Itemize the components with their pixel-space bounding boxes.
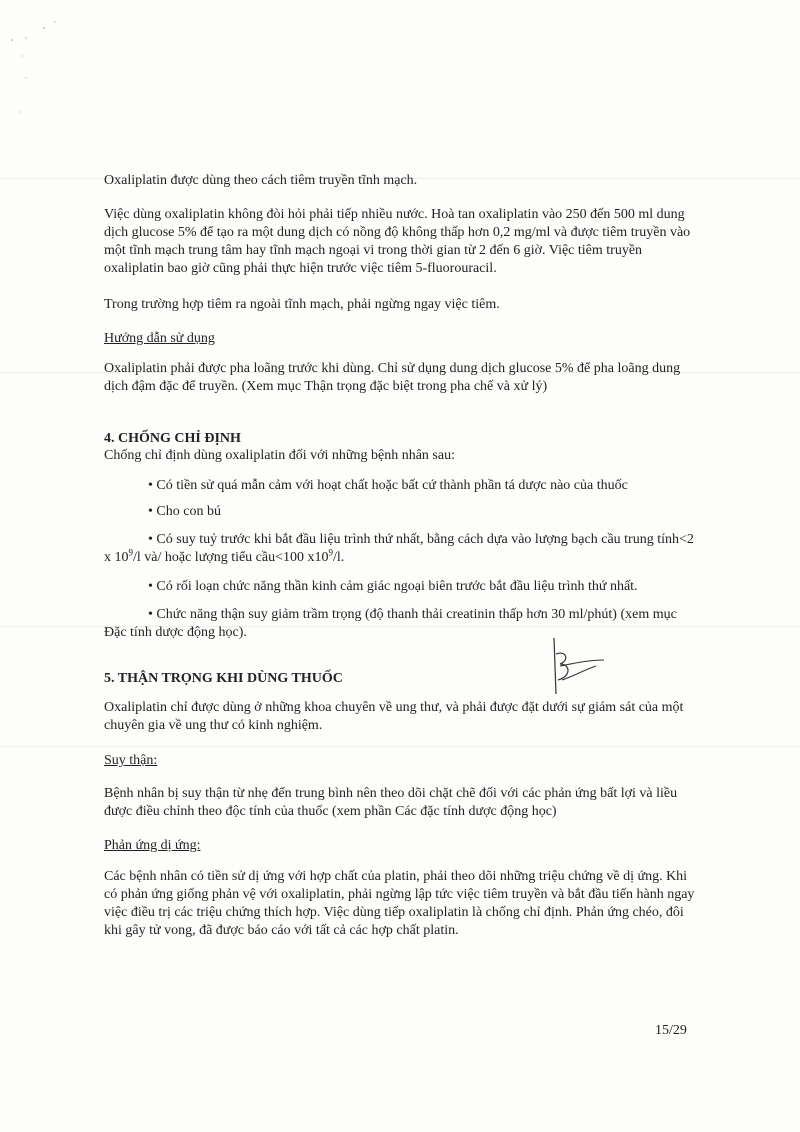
scan-specks xyxy=(0,0,80,130)
contraindication-item: • Chức năng thận suy giảm trầm trọng (độ thanh thải creatinin thấp hơn 30 ml/phút) (xem mục Đặc tính dược động học). xyxy=(104,607,677,640)
allergic-reactions-subheading: Phản ứng dị ứng: xyxy=(104,838,201,853)
instructions-paragraph: Oxaliplatin phải được pha loãng trước khi dùng. Chỉ sử dụng dung dịch glucose 5% để pha loãng dung dịch đậm đặc để truyền. (Xem mục Thận trọng đặc biệt trong pha chế và xử lý) xyxy=(104,361,681,394)
contraindications-intro: Chống chỉ định dùng oxaliplatin đối với những bệnh nhân sau: xyxy=(104,448,455,463)
instructions-subheading: Hướng dẫn sử dụng xyxy=(104,331,215,346)
contraindications-heading: 4. CHỐNG CHỈ ĐỊNH xyxy=(104,431,241,446)
bullet-text: • Có suy tuỷ trước khi bắt đầu liệu trình thứ nhất, bằng cách dựa vào lượng bạch cầu trung tính<2 x 10 xyxy=(104,532,694,565)
renal-impairment-paragraph: Bệnh nhân bị suy thận từ nhẹ đến trung bình nên theo dõi chặt chẽ đối với các phản ứng bất lợi và liều được điều chỉnh theo độc tính của thuốc (xem phần Các đặc tính dược động học) xyxy=(104,786,678,819)
contraindication-item xyxy=(104,531,694,567)
contraindication-item: • Cho con bú xyxy=(148,504,221,519)
extravasation-paragraph: Trong trường hợp tiêm ra ngoài tĩnh mạch, phải ngừng ngay việc tiêm. xyxy=(104,297,500,312)
dilution-paragraph: Việc dùng oxaliplatin không đòi hỏi phải tiếp nhiều nước. Hoà tan oxaliplatin vào 250 đến 500 ml dung dịch glucose 5% để tạo ra một dung dịch có nồng độ không thấp hơn 0,2 mg/ml và được tiêm truyền vào một tĩnh mạch trung tâm hay tĩnh mạch ngoại vi trong thời gian từ 2 đến 6 giờ. Việc tiêm truyền oxaliplatin bao giờ cũng phải thực hiện trước việc tiêm 5-fluorouracil. xyxy=(104,207,691,276)
superscript: 9 xyxy=(328,547,334,558)
precautions-paragraph: Oxaliplatin chỉ được dùng ở những khoa chuyên về ung thư, và phải được đặt dưới sự giám sát của một chuyên gia về ung thư có kinh nghiệm. xyxy=(104,700,684,733)
superscript: 9 xyxy=(128,547,133,558)
allergic-reactions-paragraph: Các bệnh nhân có tiền sử dị ứng với hợp chất của platin, phải theo dõi những triệu chứng về dị ứng. Khi có phản ứng giống phản vệ với oxaliplatin, phải ngừng lập tức việc tiêm truyền và bắt đầu tiến hành ngay việc điều trị các triệu chứng thích hợp. Việc dùng tiếp oxaliplatin là chống chỉ định. Phản ứng chéo, đôi khi gây tử vong, đã được báo cáo với tất cả các hợp chất platin. xyxy=(104,869,695,938)
precautions-heading: 5. THẬN TRỌNG KHI DÙNG THUỐC xyxy=(104,671,343,686)
contraindication-item: • Có tiền sử quá mẫn cảm với hoạt chất hoặc bất cứ thành phần tá dược nào của thuốc xyxy=(148,478,628,493)
bullet-text: /l và/ hoặc lượng tiểu cầu<100 x10 xyxy=(133,550,329,565)
scan-line xyxy=(0,746,800,747)
renal-impairment-subheading: Suy thận: xyxy=(104,753,158,768)
contraindication-item: • Có rối loạn chức năng thần kinh cảm giác ngoại biên trước bắt đầu liệu trình thứ nhất. xyxy=(148,579,638,594)
page-number: 15/29 xyxy=(655,1023,687,1038)
bullet-text: /l. xyxy=(333,550,345,565)
route-of-administration-paragraph: Oxaliplatin được dùng theo cách tiêm truyền tĩnh mạch. xyxy=(104,173,418,188)
handwritten-signature xyxy=(548,636,608,698)
